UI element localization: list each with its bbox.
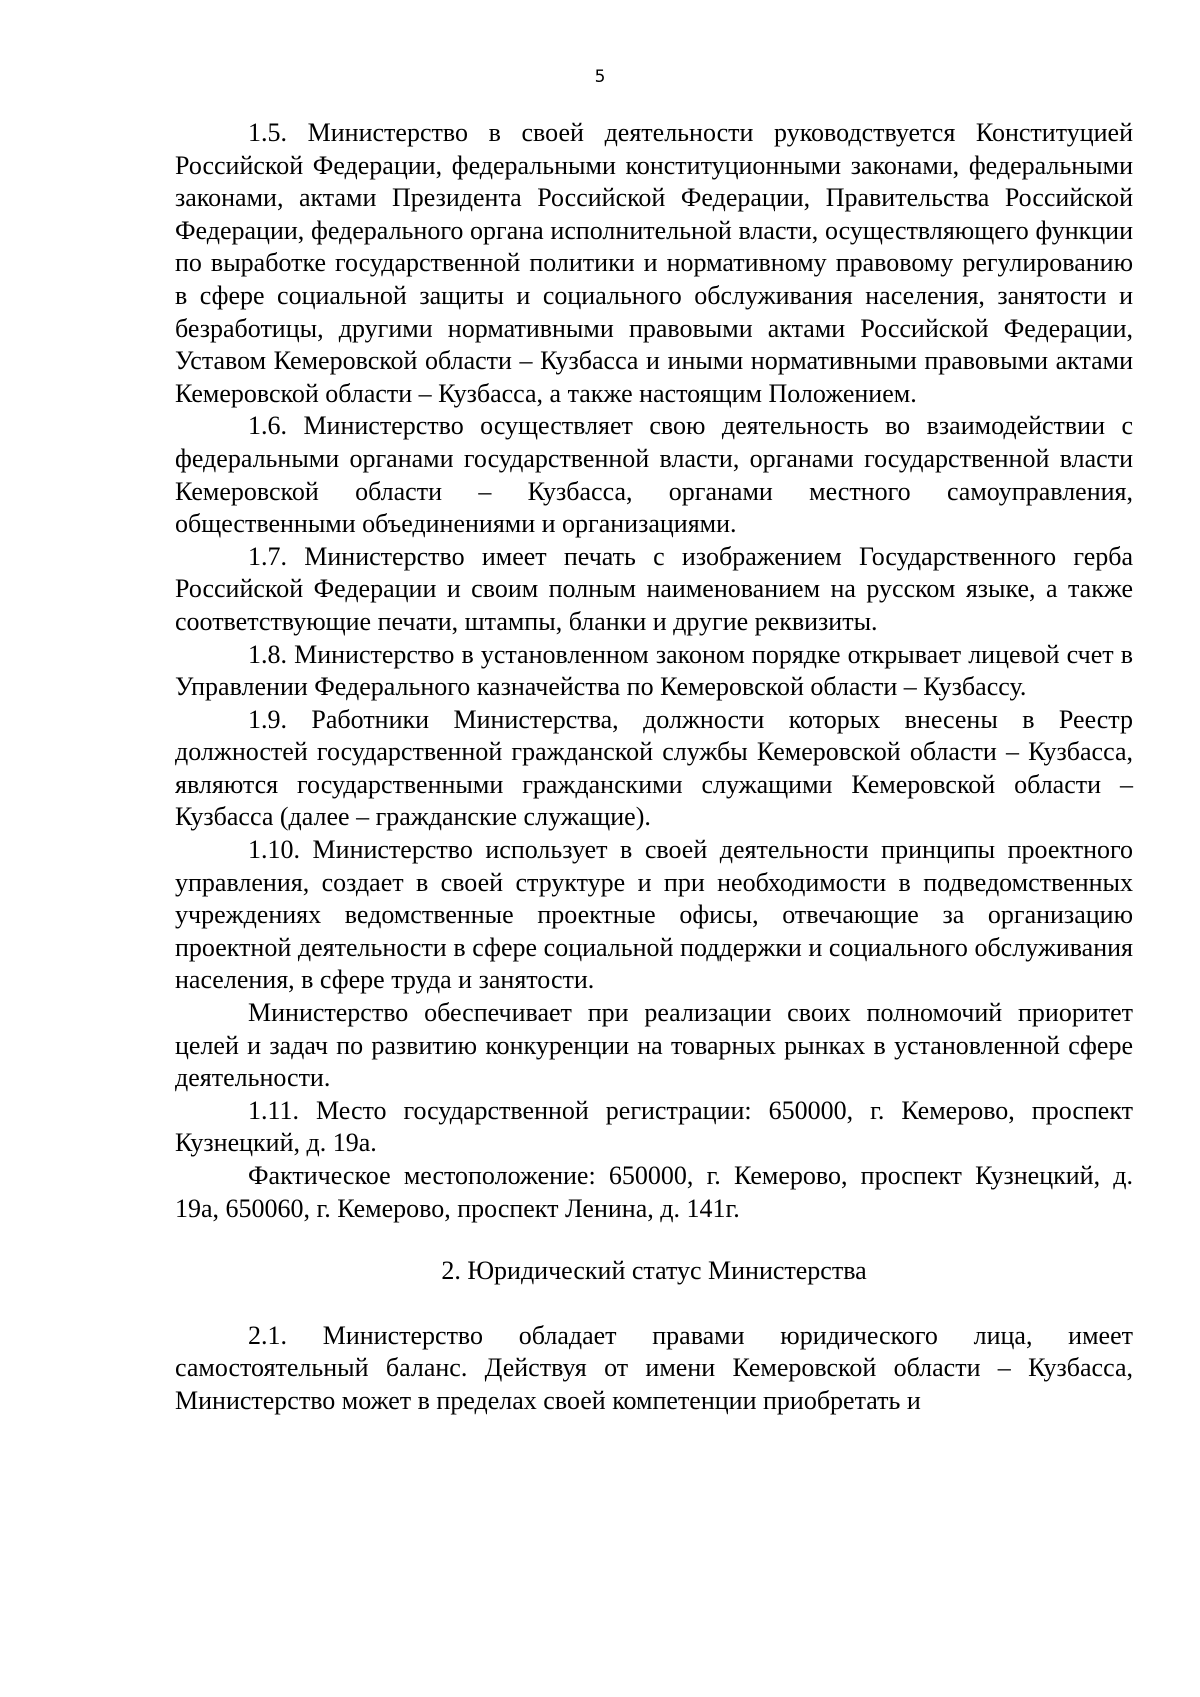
paragraph-1-10-continued: Министерство обеспечивает при реализации своих полномочий приоритет целей и задач по развитию конкуренции на товарных рынках в установленной сфере деятельности. — [175, 998, 1133, 1093]
document-body — [175, 117, 1133, 1418]
paragraph-1-10: 1.10. Министерство использует в своей деятельности принципы проектного управления, создает в своей структуре и при необходимости в подведомственных учреждениях ведомственные проектные офисы, отвечающие за организацию проектной деятельности в сфере социальной поддержки и социального обслуживания населения, в сфере труда и занятости. — [175, 835, 1133, 995]
section-heading: 2. Юридический статус Министерства — [441, 1256, 867, 1286]
page-number: 5 — [594, 67, 606, 87]
paragraph-1-11-actual-location: Фактическое местоположение: 650000, г. Кемерово, проспект Кузнецкий, д. 19а, 650060, г. Кемерово, проспект Ленина, д. 141г. — [175, 1161, 1133, 1223]
paragraph-1-8: 1.8. Министерство в установленном законом порядке открывает лицевой счет в Управлении Федерального казначейства по Кемеровской области – Кузбассу. — [175, 639, 1133, 702]
paragraph-1-6: 1.6. Министерство осуществляет свою деятельность во взаимодействии с федеральными органами государственной власти, органами государственной власти Кемеровской области – Кузбасса, органами местного самоуправления, общественными объединениями и организациями. — [175, 411, 1133, 539]
paragraph-1-11: 1.11. Место государственной регистрации: 650000, г. Кемерово, проспект Кузнецкий, д. 19а. — [175, 1095, 1133, 1158]
paragraph-1-9: 1.9. Работники Министерства, должности которых внесены в Реестр должностей государственной гражданской службы Кемеровской области – Кузбасса, являются государственными гражданскими служащими Кемеровской области – Кузбасса (далее – гражданские служащие). — [175, 704, 1133, 832]
paragraph-1-5: 1.5. Министерство в своей деятельности руководствуется Конституцией Российской Федерации, федеральными конституционными законами, федеральными законами, актами Президента Российской Федерации, Правительства Российской Федерации, федерального органа исполнительной власти, осуществляющего функции по выработке государственной политики и нормативному правовому регулированию в сфере социальной защиты и социального обслуживания населения, занятости и безработицы, другими нормативными правовыми актами Российской Федерации, Уставом Кемеровской области – Кузбасса и иными нормативными правовыми актами Кемеровской области – Кузбасса, а также настоящим Положением. — [175, 118, 1133, 408]
paragraph-2-1: 2.1. Министерство обладает правами юридического лица, имеет самостоятельный баланс. Действуя от имени Кемеровской области – Кузбасса, Министерство может в пределах своей компетенции приобретать и — [175, 1320, 1133, 1415]
paragraph-1-7: 1.7. Министерство имеет печать с изображением Государственного герба Российской Федерации и своим полным наименованием на русском языке, а также соответствующие печати, штампы, бланки и другие реквизиты. — [175, 541, 1133, 636]
